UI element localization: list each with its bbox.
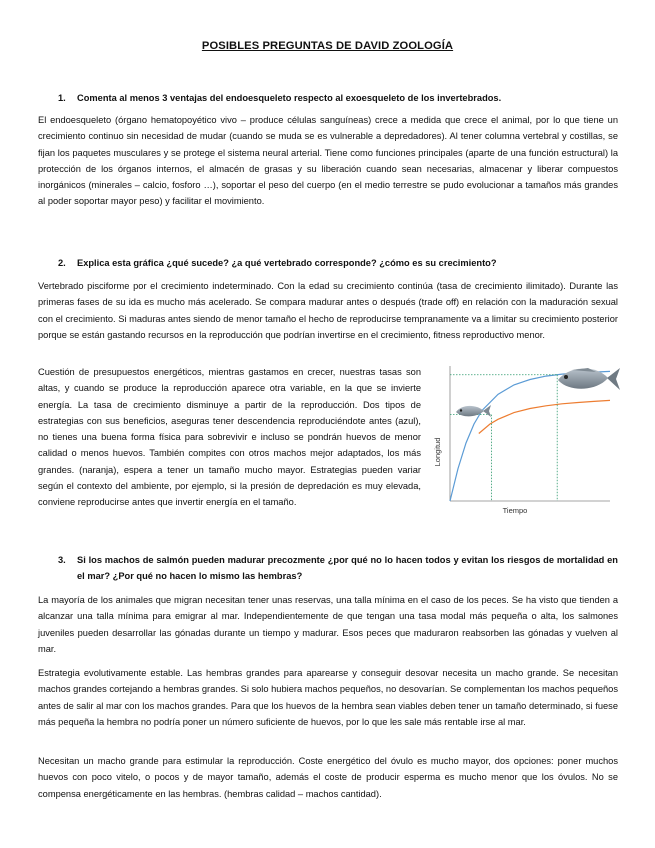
answer-3-paragraph-1: La mayoría de los animales que migran necesitan tener unas reservas, una talla mínima en el caso de los peces. Se ha visto que tienden a alcanzar una talla mínima para emigrar al mar. Independientemente de que tengan una tasa modal más pequeña o alta, los salmones juveniles pueden desarrollar las gónadas durante un tiempo y madurar. Esos peces que maduraron reabsorben las gónadas y vuelven al mar. xyxy=(38,595,618,654)
answer-1: El endoesqueleto (órgano hematopoyético vivo – produce células sanguíneas) crece a medida que crece el animal, por lo que tiene un crecimiento continuo sin necesidad de mudar (cuando se muda se es vulnerable a depredadores). Al tener columna vertebral y costillas, se fijan los paquetes musculares y se protege el sistema neural arterial. Tiene como funciones principales (aparte de una función estructural) la protección de los órganos internos, el almacén de grasas y su liberación cuando sean necesarias, almacenar y liberar compuestos inorgánicos (minerales – calcio, fosforo …), soportar el peso del cuerpo (en el medio terrestre se pudo evolucionar a tamaños más grandes al poder soportar mayor peso) y facilitar el movimiento. xyxy=(38,115,618,207)
question-number: 1. xyxy=(58,93,66,103)
large-fish-icon xyxy=(558,368,620,390)
question-2 xyxy=(58,255,618,271)
question-text: Comenta al menos 3 ventajas del endoesqueleto respecto al exoesqueleto de los invertebrados. xyxy=(77,93,502,103)
answer-2-paragraph-1: Vertebrado pisciforme por el crecimiento indeterminado. Con la edad su crecimiento continúa (tasa de crecimiento ilimitado). Durante las primeras fases de su ida es mucho más acelerado. Se compara madurar antes o después (trade off) en relación con la maduración sexual con el crecimiento. Si maduras antes siendo de menor tamaño el hecho de reproducirse tempranamente va a limitar su crecimiento posterior porque se están gastando recursos en la reproducción que podrían invertirse en el crecimiento, fitness reproductivo menor. xyxy=(38,281,618,340)
answer-3-paragraph-2: Estrategia evolutivamente estable. Las hembras grandes para aparearse y conseguir desovar necesita un macho grande. Se necesitan machos grandes cortejando a hembras grandes. Si solo hubiera machos pequeños, no desovarían. Se complementan los machos pequeños antes de salir al mar con los machos grandes. Para que los huevos de la hembra sean viables deben tener un tamaño determinado, si fuese más pequeña la hembra no podría poner un número suficiente de huevos, por lo que les sale más rentable irse al mar. xyxy=(38,668,618,727)
series-line-azul xyxy=(450,371,610,501)
question-3 xyxy=(58,552,618,584)
question-number: 2. xyxy=(58,258,66,268)
x-axis-label: Tiempo xyxy=(502,506,528,515)
answer-3-paragraph-3: Necesitan un macho grande para estimular la reproducción. Coste energético del óvulo es mucho mayor, dos opciones: poner muchos huevos con poco vitelo, o pocos y de mayor tamaño, además el coste de producir esperma es mucho menor que los óvulos. No se compensa energéticamente en las hembras. (hembras calidad – machos cantidad). xyxy=(38,756,618,799)
question-1 xyxy=(58,90,618,106)
question-text: Si los machos de salmón pueden madurar precozmente ¿por qué no lo hacen todos y evitan los riesgos de mortalidad en el mar? ¿Por qué no hacen lo mismo las hembras? xyxy=(77,555,618,581)
page-title: POSIBLES PREGUNTAS DE DAVID ZOOLOGÍA xyxy=(201,40,454,52)
y-axis-label: Longitud xyxy=(433,437,442,467)
question-text: Explica esta gráfica ¿qué sucede? ¿a qué vertebrado corresponde? ¿cómo es su crecimiento? xyxy=(77,258,497,268)
series-line-naranja xyxy=(479,400,610,433)
answer-2-paragraph-2: Cuestión de presupuestos energéticos, mientras gastamos en crecer, nuestras tasas son altas, y cuando se produce la reproducción aparece otra variable, en la que se invierte energía. La tasa de crecimiento disminuye a partir de la reproducción. Dos tipos de estrategias con sus beneficios, aseguras tener descendencia reproduciéndote antes (azul), no tienes una buena forma física para sobrevivir e incluso se pondrán huevos de menor calidad o menos huevos. También compites con otros machos mejor adaptados, los más grandes. (naranja), espera a tener un tamaño mucho mayor. Estrategias pueden variar según el contexto del ambiente, por ejemplo, si la presión de depredación es muy elevada, conviene reproducirse antes que invertir energía en el tamaño. xyxy=(38,367,421,508)
question-number: 3. xyxy=(58,555,66,565)
growth-chart xyxy=(420,358,620,518)
